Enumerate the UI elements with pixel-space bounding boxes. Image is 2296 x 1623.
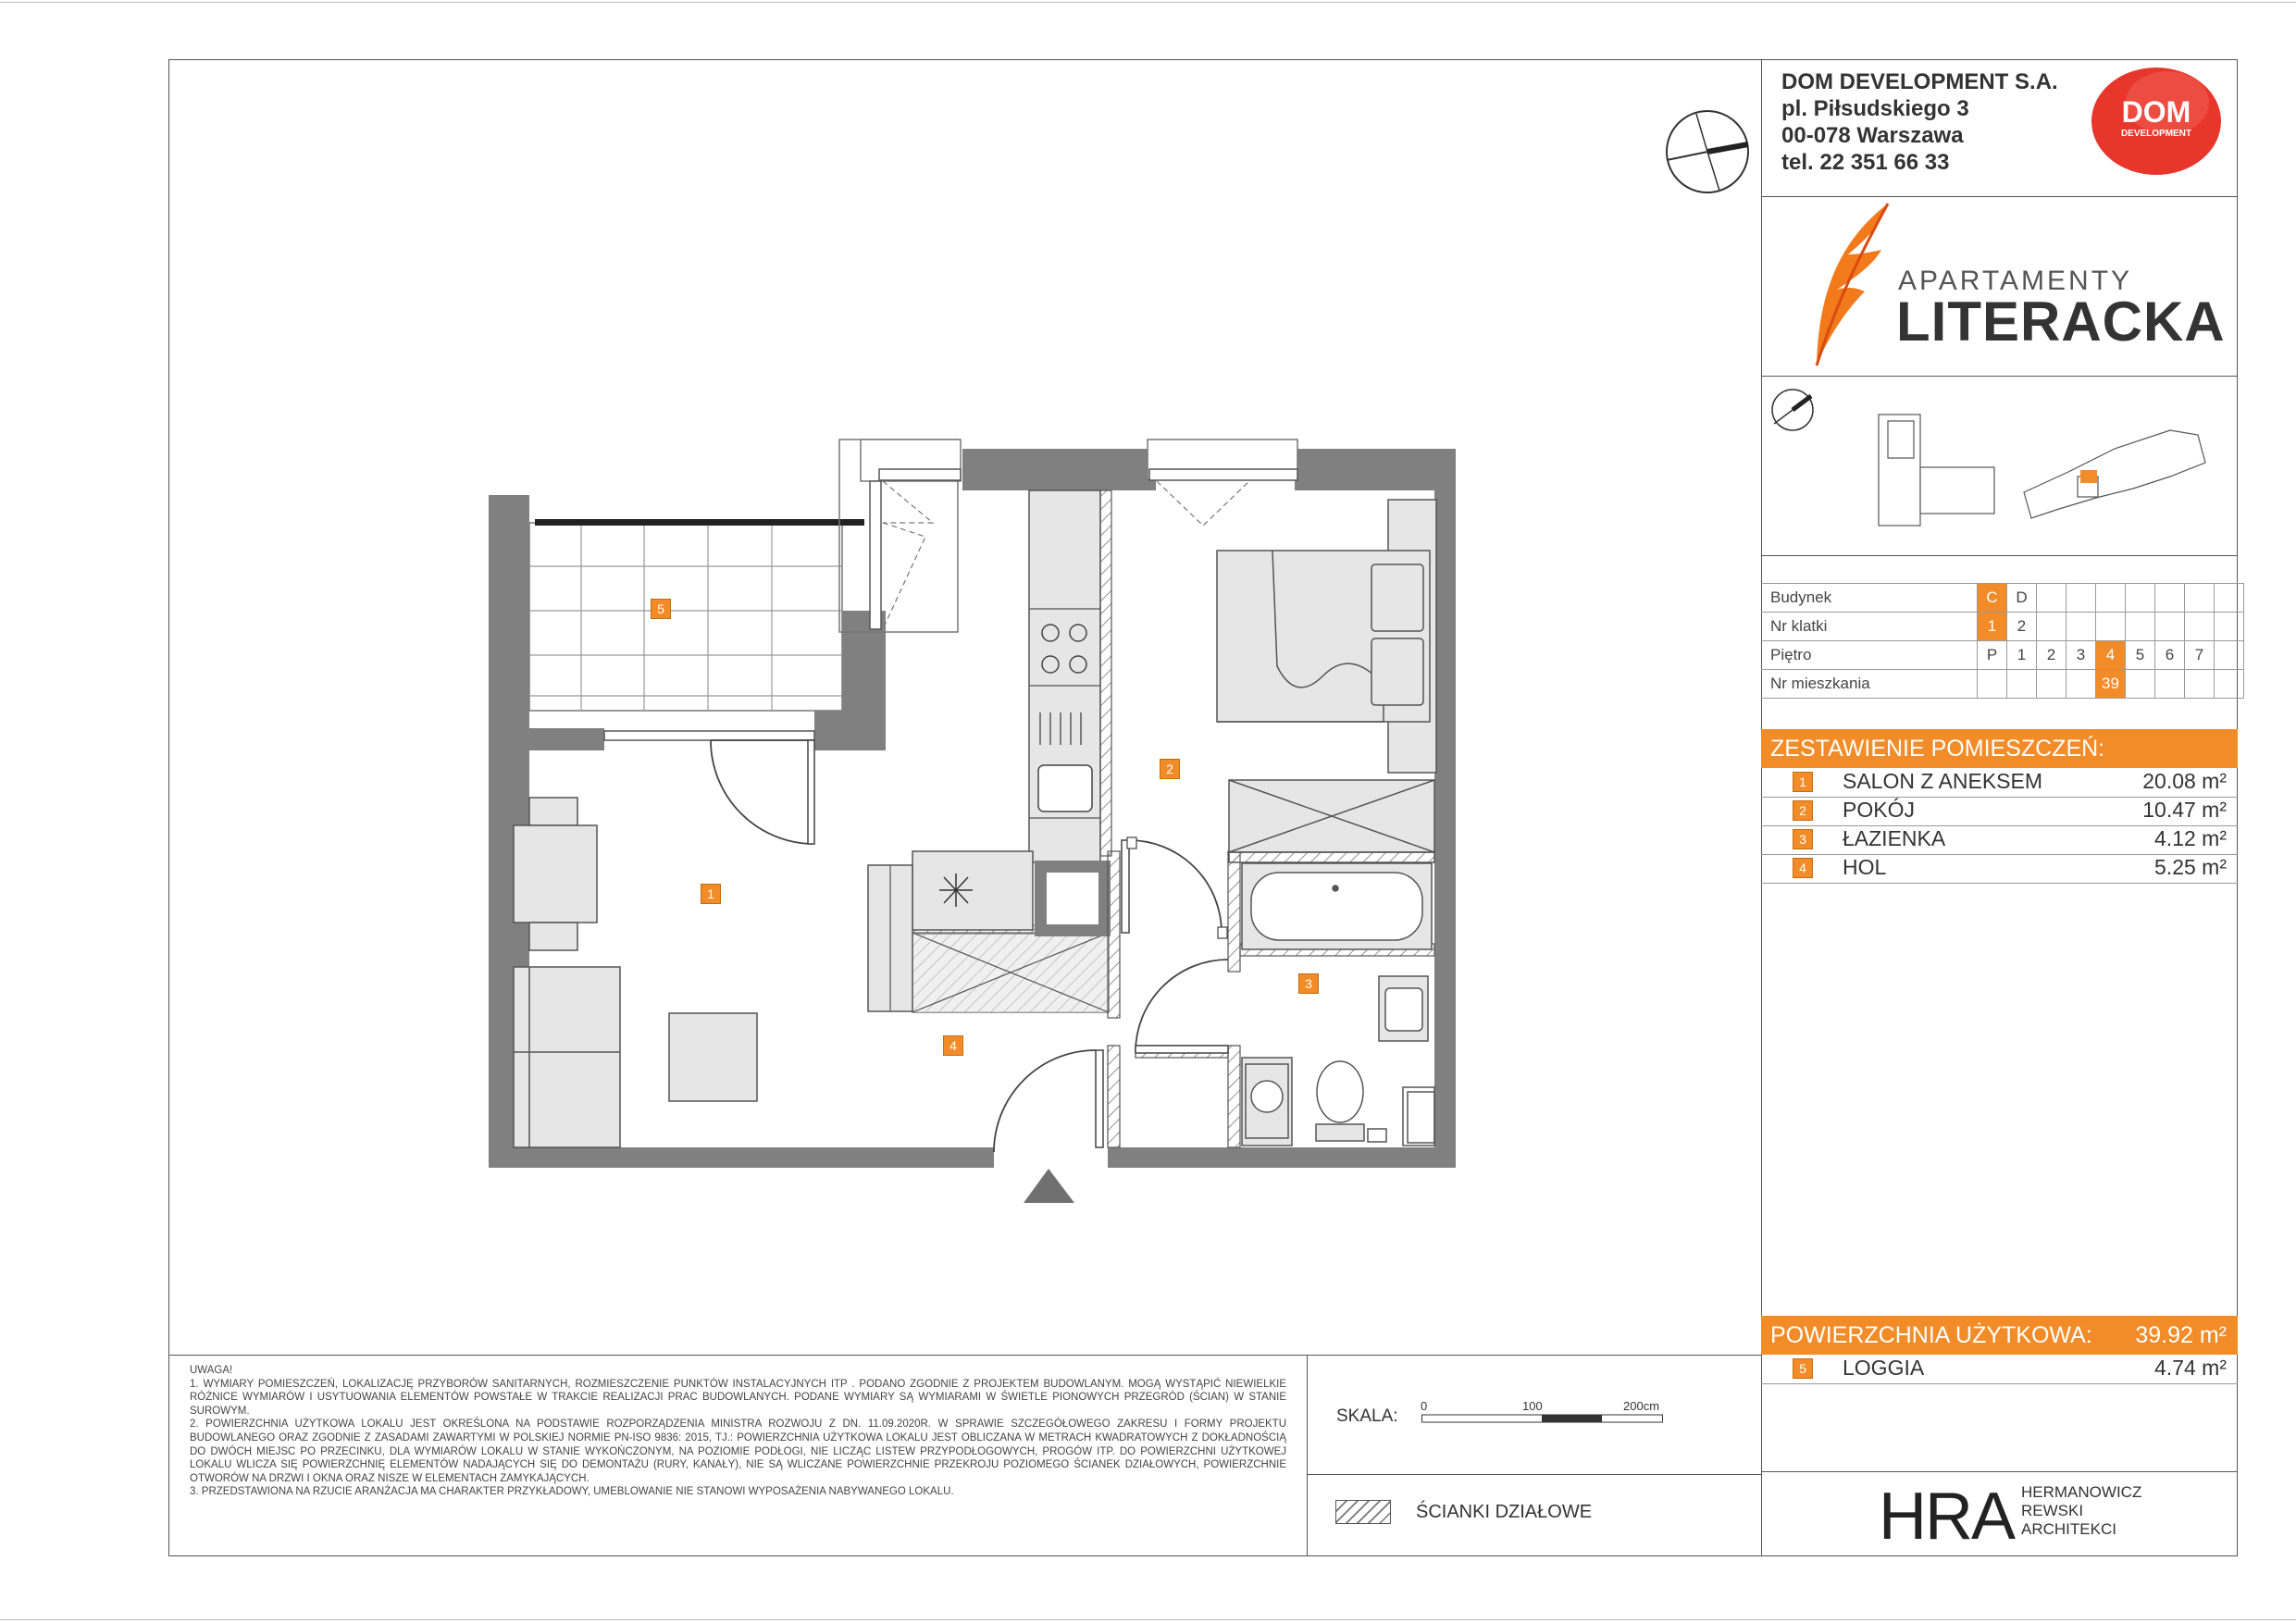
info-cell: 2 <box>2037 641 2066 670</box>
info-cell <box>2096 613 2126 641</box>
info-cell <box>2037 670 2066 699</box>
dom-development-logo <box>2088 64 2225 179</box>
note-item: 1. WYMIARY POMIESZCZEŃ, LOKALIZACJĘ PRZYBORÓW SANITARNYCH, ROZMIESZCZENIE PUNKTÓW INSTALACYJNYCH ITP . PODANO ZGODNIE Z PROJEKTEM BUDOWLANYM. MOGĄ WYSTĄPIĆ NIEWIELKIE RÓŻNICE WYMIARÓW I USYTUOWANIA ELEMENTÓW POWSTAŁE W TRAKCIE REALIZACJI PRAC BUDOWLANYCH. PODANE WYMIARY SĄ WYMIARAMI W ŚWIETLE PIONOWYCH PRZEGRÓD (ŚCIAN) W STANIE SUROWYM. <box>190 1378 1286 1417</box>
entrance-arrow <box>1024 1169 1074 1203</box>
info-cell: 1 <box>2007 641 2037 670</box>
room-row <box>1761 768 2238 798</box>
room-number: 4 <box>1793 858 1813 878</box>
bedroom-furniture <box>1217 500 1436 862</box>
info-cell <box>2066 670 2096 699</box>
mini-compass-icon <box>1772 390 1813 430</box>
info-cell <box>2215 641 2244 670</box>
info-row-label: Nr klatki <box>1761 613 1978 641</box>
feather-logo-icon <box>1809 199 1902 370</box>
loggia-tiles <box>529 519 864 711</box>
info-cell <box>2126 584 2155 613</box>
info-cell <box>2185 670 2215 699</box>
scale-tick-200: 200cm <box>1623 1399 1660 1413</box>
architect-line: REWSKI <box>2021 1502 2084 1519</box>
scale-section <box>1307 1355 1762 1556</box>
dom-logo-text: DOM <box>2121 95 2191 129</box>
info-row-label: Budynek <box>1761 584 1978 613</box>
living-furniture <box>514 798 757 1147</box>
room-row <box>1761 854 2238 884</box>
plan-label-room-3: 3 <box>1298 973 1319 994</box>
info-cell: C <box>1978 584 2007 613</box>
divider <box>1761 1471 2238 1472</box>
scale-tick-0: 0 <box>1421 1399 1428 1413</box>
plan-label-room-5: 5 <box>651 599 671 619</box>
room-number: 1 <box>1793 772 1813 792</box>
info-cell <box>2066 584 2096 613</box>
project-title: LITERACKA <box>1896 291 2226 353</box>
divider <box>1761 376 2238 377</box>
info-cell: 6 <box>2155 641 2185 670</box>
notes-text <box>190 1364 1286 1499</box>
info-cell <box>2155 584 2185 613</box>
info-cell: 39 <box>2096 670 2126 699</box>
room-name: ŁAZIENKA <box>1843 826 1946 850</box>
room-name: POKÓJ <box>1843 798 1915 822</box>
info-cell <box>2155 613 2185 641</box>
loggia-name: LOGGIA <box>1843 1356 1925 1380</box>
company-phone: tel. 22 351 66 33 <box>1781 150 1950 175</box>
compass-icon <box>1667 111 1748 192</box>
room-number: 3 <box>1793 829 1813 849</box>
architect-line: HERMANOWICZ <box>2021 1483 2142 1501</box>
project-subtitle: APARTAMENTY <box>1898 266 2133 296</box>
room-name: HOL <box>1843 855 1887 879</box>
notes-title: UWAGA! <box>190 1365 233 1376</box>
info-cell <box>2037 613 2066 641</box>
usable-area-bar <box>1761 1316 2238 1355</box>
info-row <box>1761 670 2244 699</box>
info-cell <box>2155 670 2185 699</box>
kitchen <box>1029 490 1111 862</box>
room-number: 2 <box>1793 800 1813 821</box>
plan-label-room-4: 4 <box>943 1035 963 1056</box>
info-row-label: Nr mieszkania <box>1761 670 1978 699</box>
usable-area-label: POWIERZCHNIA UŻYTKOWA: <box>1770 1322 2092 1348</box>
plan-label-room-2: 2 <box>1160 759 1180 779</box>
info-cell <box>1978 670 2007 699</box>
info-cell <box>2096 584 2126 613</box>
room-area: 5.25 m² <box>2154 855 2227 879</box>
loggia-number: 5 <box>1793 1358 1813 1379</box>
company-street: pl. Piłsudskiego 3 <box>1781 96 1969 121</box>
dom-logo-subtext: DEVELOPMENT <box>2120 129 2192 139</box>
scale-label: SKALA: <box>1336 1406 1398 1426</box>
architect-name <box>2021 1483 2141 1539</box>
info-cell <box>2215 584 2244 613</box>
info-cell: 3 <box>2066 641 2096 670</box>
architect-line: ARCHITEKCI <box>2021 1520 2116 1538</box>
info-cell <box>2126 670 2155 699</box>
scale-tick-100: 100 <box>1522 1399 1543 1413</box>
plan-label-room-1: 1 <box>701 884 721 904</box>
info-cell <box>2126 613 2155 641</box>
partition-legend-label: ŚCIANKI DZIAŁOWE <box>1416 1502 1593 1522</box>
divider <box>1307 1474 1761 1475</box>
rooms-header: ZESTAWIENIE POMIESZCZEŃ: <box>1761 729 2238 768</box>
info-cell <box>2185 613 2215 641</box>
info-cell <box>2037 584 2066 613</box>
building-key-plan <box>1763 379 2235 551</box>
company-name: DOM DEVELOPMENT S.A. <box>1781 69 2058 94</box>
company-city: 00-078 Warszawa <box>1781 123 1964 148</box>
architect-logo: HRA <box>1879 1480 2015 1554</box>
info-row <box>1761 613 2244 641</box>
info-row <box>1761 584 2244 613</box>
room-area: 20.08 m² <box>2142 769 2227 793</box>
note-item: 3. PRZEDSTAWIONA NA RZUCIE ARANŻACJA MA CHARAKTER PRZYKŁADOWY, UMEBLOWANIE NIE STANOWI WYPOSAŻENIA NABYWANEGO LOKALU. <box>190 1486 954 1498</box>
company-address <box>1781 68 2058 176</box>
info-cell <box>2215 613 2244 641</box>
info-cell: D <box>2007 584 2037 613</box>
room-row <box>1761 797 2238 826</box>
info-cell: 4 <box>2096 641 2126 670</box>
loggia-row <box>1761 1355 2238 1384</box>
loggia-area: 4.74 m² <box>2154 1356 2227 1380</box>
info-cell <box>2066 613 2096 641</box>
info-row <box>1761 641 2244 670</box>
info-cell: 5 <box>2126 641 2155 670</box>
info-row-label: Piętro <box>1761 641 1978 670</box>
divider <box>1761 555 2238 556</box>
scale-bar <box>1421 1414 1664 1425</box>
usable-area-value: 39.92 m² <box>2135 1322 2227 1348</box>
info-cell: 2 <box>2007 613 2037 641</box>
info-cell: 1 <box>1978 613 2007 641</box>
unit-info-table <box>1761 583 2244 699</box>
bottom-rule <box>0 1619 2296 1620</box>
info-cell: 7 <box>2185 641 2215 670</box>
note-item: 2. POWIERZCHNIA UŻYTKOWA LOKALU JEST OKREŚLONA NA PODSTAWIE ROZPORZĄDZENIA MINISTRA ROZWOJU Z DN. 11.09.2020R. W SPRAWIE SZCZEGÓŁOWEGO ZAKRESU I FORMY PROJEKTU BUDOWLANEGO ORAZ ZGODNIE Z ZASADAMI ZAWARTYMI W POLSKIEJ NORMIE PN-ISO 9836: 2015, TJ.: POWIERZCHNIA UŻYTKOWA LOKALU JEST OBLICZANA W METRACH KWADRATOWYCH Z DOKŁADNOŚCIĄ DO DWÓCH MIEJSC PO PRZECINKU, DLA WYMIARÓW LOKALU W STANIE WYKOŃCZONYM, NA POZIOMIE PODŁOGI, NIE LICZĄC LISTEW PRZYPODŁOGOWYCH, PROGÓW ITP. DO POWIERZCHNI UŻYTKOWEJ LOKALU WLICZA SIĘ POWIERZCHNIĘ ELEMENTÓW NADAJĄCYCH SIĘ DO DEMONTAŻU (RURY, KANAŁY), NIE SĄ WLICZANE POWIERZCHNIE PRZEKROJU POZIOMEGO ŚCIANEK DZIAŁOWYCH, POWIERZCHNIE OTWORÓW NA DRZWI I OKNA ORAZ NISZE W ELEMENTACH ZAMYKAJĄCYCH. <box>190 1419 1286 1484</box>
partition-legend-swatch <box>1335 1500 1391 1524</box>
room-row <box>1761 825 2238 855</box>
room-area: 10.47 m² <box>2142 798 2227 822</box>
info-cell: P <box>1978 641 2007 670</box>
info-cell <box>2185 584 2215 613</box>
room-area: 4.12 m² <box>2154 826 2227 850</box>
room-name: SALON Z ANEKSEM <box>1843 769 2043 793</box>
divider <box>1761 196 2238 197</box>
info-cell <box>2007 670 2037 699</box>
info-cell <box>2215 670 2244 699</box>
bathroom-fixtures <box>1242 863 1434 1146</box>
